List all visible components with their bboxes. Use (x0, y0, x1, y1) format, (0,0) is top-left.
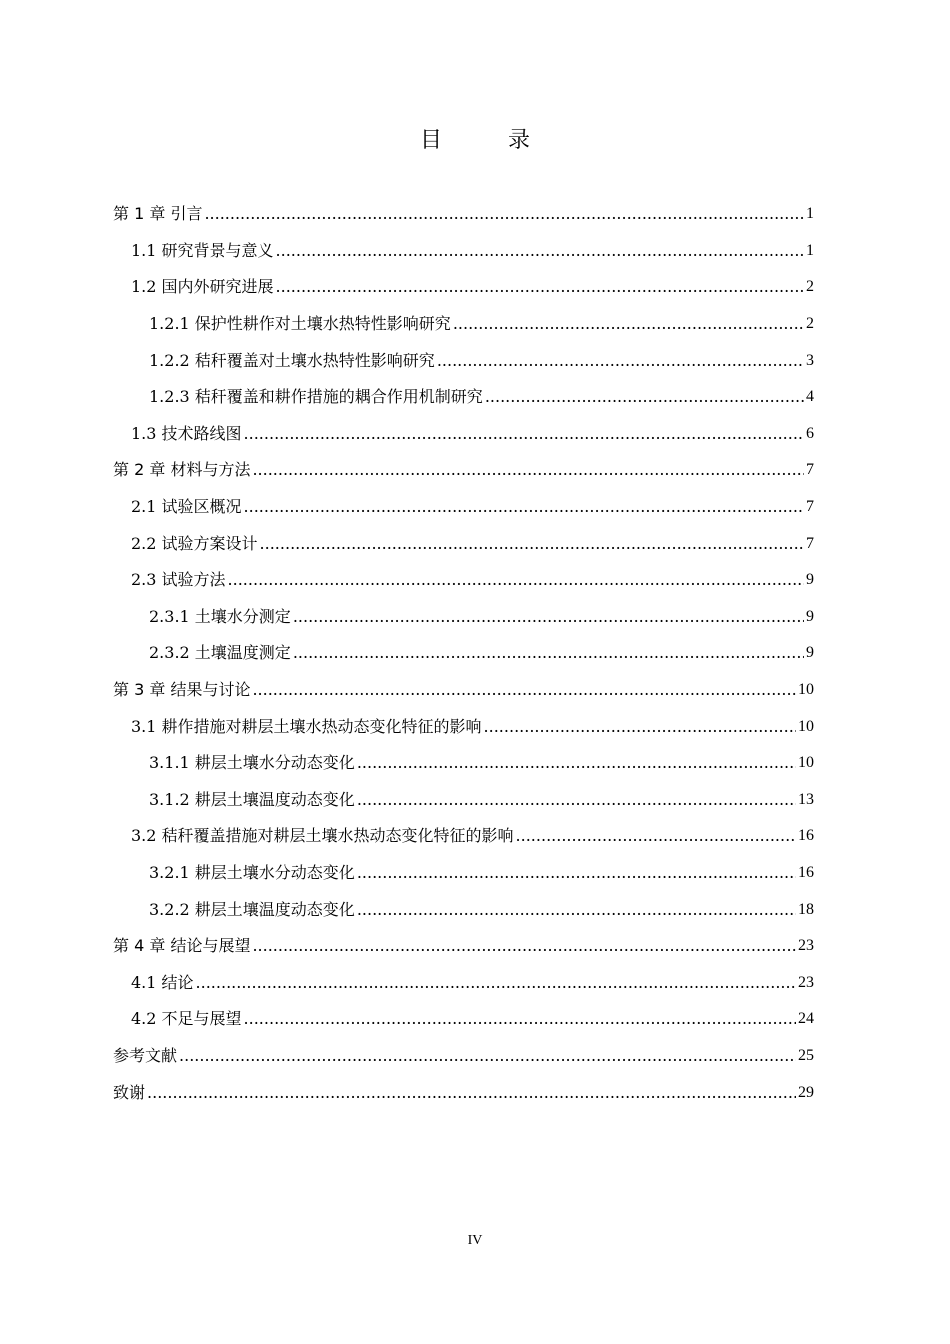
dot-leader (484, 717, 796, 737)
page-footer-number: IV (467, 1233, 483, 1248)
toc-page-number: 3 (806, 351, 814, 369)
toc-page-number: 2 (806, 278, 814, 296)
toc-entry-3-2-1[interactable] (113, 855, 814, 892)
toc-entry-text: 2.2 试验方案设计 (131, 533, 258, 553)
toc-entry-1-2-2[interactable] (113, 342, 814, 379)
dot-leader (437, 351, 804, 371)
toc-entry-3-1-1[interactable] (113, 745, 814, 782)
toc-entry-chapter-3[interactable] (113, 672, 814, 709)
toc-page-number: 7 (806, 461, 814, 479)
toc-entry-2-3-1[interactable] (113, 599, 814, 636)
toc-page-number: 9 (806, 607, 814, 625)
toc-page-number: 23 (798, 937, 814, 955)
dot-leader (276, 241, 804, 261)
dot-leader (244, 1009, 796, 1029)
toc-page-number: 2 (806, 315, 814, 333)
toc-entry-text: 2.3 试验方法 (131, 570, 226, 590)
toc-page-number: 1 (806, 241, 814, 259)
toc-entry-2-1[interactable] (113, 489, 814, 526)
toc-page-number: 9 (806, 571, 814, 589)
toc-entry-text: 3.2 秸秆覆盖措施对耕层土壤水热动态变化特征的影响 (131, 826, 514, 846)
toc-page-number: 23 (798, 973, 814, 991)
dot-leader (204, 204, 804, 224)
toc-entry-text: 第 4 章 结论与展望 (113, 936, 251, 956)
toc-entry-text: 1.2.1 保护性耕作对土壤水热特性影响研究 (149, 314, 451, 334)
toc-entry-3-1[interactable] (113, 708, 814, 745)
dot-leader (252, 680, 796, 700)
toc-entry-text: 致谢 (113, 1082, 146, 1102)
toc-entry-text: 4.2 不足与展望 (131, 1009, 242, 1029)
toc-entry-2-3[interactable] (113, 562, 814, 599)
toc-entry-text: 2.3.2 土壤温度测定 (149, 643, 291, 663)
toc-entry-references[interactable] (113, 1038, 814, 1075)
toc-page-number: 4 (806, 388, 814, 406)
dot-leader (276, 277, 804, 297)
dot-leader (244, 424, 804, 444)
dot-leader (516, 826, 796, 846)
toc-page-number: 13 (798, 790, 814, 808)
toc-entry-text: 3.2.1 耕层土壤水分动态变化 (149, 862, 355, 882)
dot-leader (244, 497, 804, 517)
dot-leader (357, 863, 796, 883)
toc-entry-text: 第 3 章 结果与讨论 (113, 680, 251, 700)
toc-entry-text: 1.3 技术路线图 (131, 423, 242, 443)
toc-page-number: 10 (798, 754, 814, 772)
toc-entry-text: 3.1.1 耕层土壤水分动态变化 (149, 753, 355, 773)
toc-page-number: 10 (798, 681, 814, 699)
dot-leader (357, 900, 796, 920)
dot-leader (357, 790, 796, 810)
toc-page-number: 10 (798, 717, 814, 735)
toc-page-number: 29 (798, 1083, 814, 1101)
toc-entry-1-3[interactable] (113, 416, 814, 453)
toc-entry-chapter-4[interactable] (113, 928, 814, 965)
toc-entry-2-2[interactable] (113, 525, 814, 562)
toc-entry-text: 1.2.3 秸秆覆盖和耕作措施的耦合作用机制研究 (149, 387, 483, 407)
toc-page-number: 16 (798, 863, 814, 881)
toc-entry-4-2[interactable] (113, 1001, 814, 1038)
toc-page-number: 16 (798, 827, 814, 845)
toc-entry-text: 1.2 国内外研究进展 (131, 277, 274, 297)
dot-leader (179, 1046, 796, 1066)
toc-entry-3-2[interactable] (113, 818, 814, 855)
toc-entry-1-2[interactable] (113, 269, 814, 306)
toc-entry-1-1[interactable] (113, 233, 814, 270)
toc-entry-1-2-1[interactable] (113, 306, 814, 343)
dot-leader (453, 314, 804, 334)
toc-entry-chapter-2[interactable] (113, 452, 814, 489)
toc-page-number: 6 (806, 424, 814, 442)
toc-title: 目 录 (419, 128, 552, 153)
toc-page-number: 7 (806, 534, 814, 552)
toc-entry-text: 4.1 结论 (131, 972, 194, 992)
toc-entry-text: 第 2 章 材料与方法 (113, 460, 251, 480)
toc-entry-text: 2.3.1 土壤水分测定 (149, 606, 291, 626)
toc-page-number: 9 (806, 644, 814, 662)
dot-leader (196, 973, 796, 993)
dot-leader (147, 1083, 796, 1103)
toc-entry-chapter-1[interactable] (113, 196, 814, 233)
toc-entry-2-3-2[interactable] (113, 635, 814, 672)
toc-entry-3-2-2[interactable] (113, 891, 814, 928)
toc-page-number: 18 (798, 900, 814, 918)
toc-entry-acknowledgements[interactable] (113, 1074, 814, 1111)
toc-page-number: 25 (798, 1046, 814, 1064)
dot-leader (293, 643, 804, 663)
toc-entry-1-2-3[interactable] (113, 379, 814, 416)
dot-leader (357, 753, 796, 773)
dot-leader (252, 936, 796, 956)
toc-entry-3-1-2[interactable] (113, 782, 814, 819)
dot-leader (260, 534, 804, 554)
toc-page-number: 1 (806, 205, 814, 223)
toc-entry-text: 3.1.2 耕层土壤温度动态变化 (149, 789, 355, 809)
toc-entry-text: 3.2.2 耕层土壤温度动态变化 (149, 899, 355, 919)
toc-entry-text: 2.1 试验区概况 (131, 497, 242, 517)
toc-entry-text: 3.1 耕作措施对耕层土壤水热动态变化特征的影响 (131, 716, 482, 736)
toc-entry-text: 第 1 章 引言 (113, 204, 203, 224)
table-of-contents (113, 196, 814, 1111)
toc-page-number: 7 (806, 498, 814, 516)
dot-leader (293, 607, 804, 627)
toc-entry-4-1[interactable] (113, 964, 814, 1001)
toc-entry-text: 参考文献 (113, 1045, 178, 1065)
toc-entry-text: 1.1 研究背景与意义 (131, 240, 274, 260)
toc-entry-text: 1.2.2 秸秆覆盖对土壤水热特性影响研究 (149, 350, 435, 370)
dot-leader (252, 460, 804, 480)
toc-page-number: 24 (798, 1010, 814, 1028)
dot-leader (228, 570, 804, 590)
dot-leader (485, 387, 804, 407)
